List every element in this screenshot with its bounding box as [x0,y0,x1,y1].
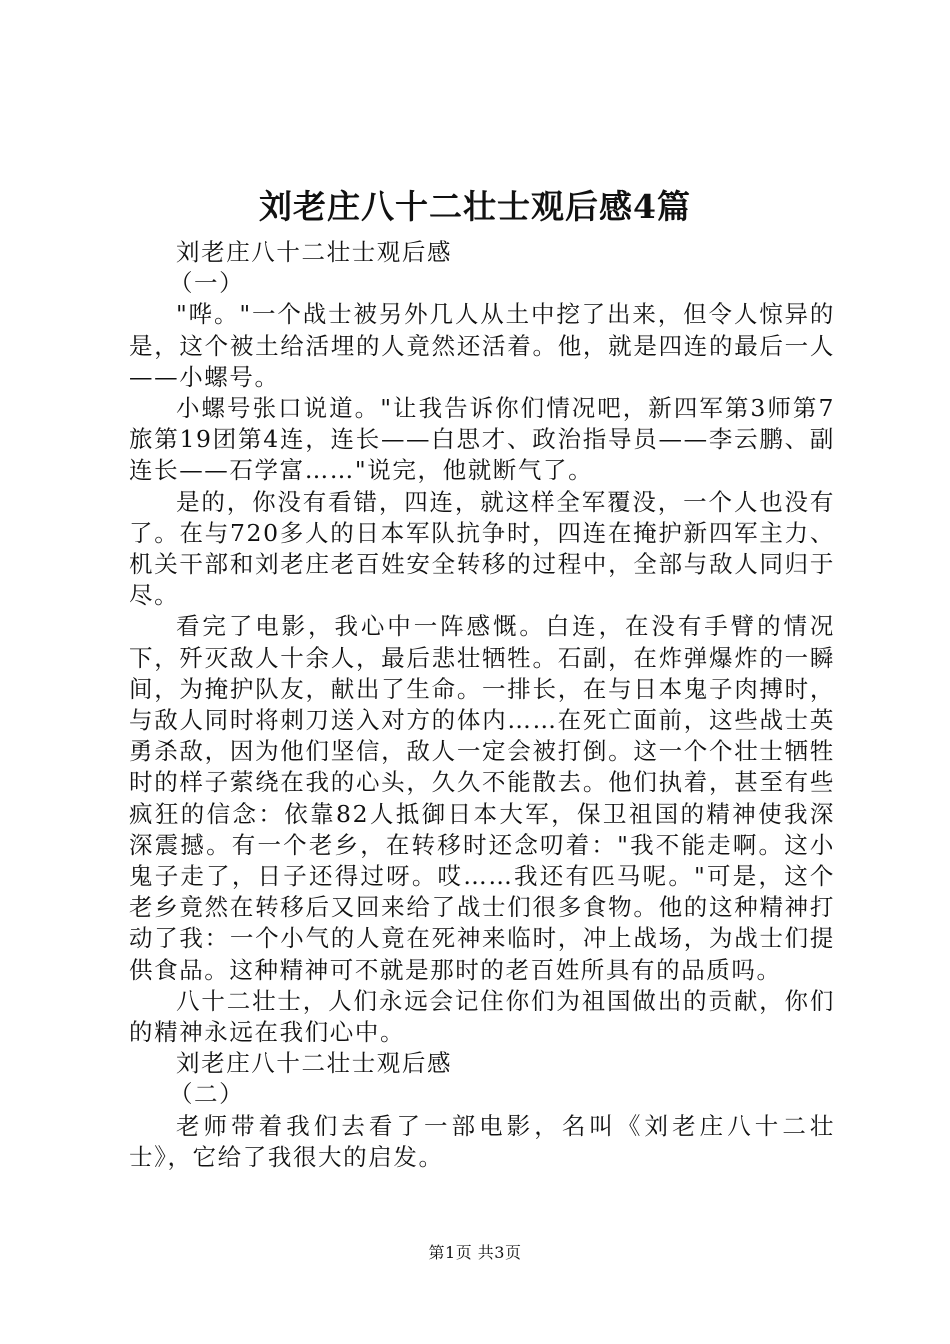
section-number-1: （一） [168,269,245,298]
section-number-2: （二） [168,1080,245,1109]
section-heading-1: 刘老庄八十二壮士观后感 [176,238,453,266]
paragraph: 八十二壮士，人们永远会记住你们为祖国做出的贡献，你们的精神永远在我们心中。 [129,986,835,1047]
document-title: 刘老庄八十二壮士观后感4篇 [259,187,691,226]
paragraph: 老师带着我们去看了一部电影，名叫《刘老庄八十二壮士》，它给了我很大的启发。 [129,1111,835,1171]
page-footer: 第1页 共3页 [428,1243,522,1262]
paragraph: "哗。"一个战士被另外几人从土中挖了出来，但令人惊异的是，这个被土给活埋的人竟然还活着。他，就是四连的最后一人——小螺号。 [129,300,835,391]
document-body [129,237,835,1173]
section-heading-2: 刘老庄八十二壮士观后感 [176,1049,453,1078]
paragraph: 是的，你没有看错，四连，就这样全军覆没，一个人也没有了。在与720多人的日本军队抗争时，四连在掩护新四军主力、机关干部和刘老庄老百姓安全转移的过程中，全部与敌人同归于尽。 [129,487,835,610]
paragraph: 看完了电影，我心中一阵感慨。白连，在没有手臂的情况下，歼灭敌人十余人，最后悲壮牺牲。石副，在炸弹爆炸的一瞬间，为掩护队友，献出了生命。一排长，在与日本鬼子肉搏时，与敌人同时将刺刀送入对方的体内……在死亡面前，这些战士英勇杀敌，因为他们坚信，敌人一定会被打倒。这一个个壮士牺牲时的样子萦绕在我的心头，久久不能散去。他们执着，甚至有些疯狂的信念：依靠82人抵御日本大军，保卫祖国的精神使我深深震撼。有一个老乡，在转移时还念叨着："我不能走啊。这小鬼子走了，日子还得过呀。哎……我还有匹马呢。"可是，这个老乡竟然在转移后又回来给了战士们很多食物。他的这种精神打动了我：一个小气的人竟在死神来临时，冲上战场，为战士们提供食品。这种精神可不就是那时的老百姓所具有的品质吗。 [129,612,835,984]
paragraph: 小螺号张口说道。"让我告诉你们情况吧，新四军第3师第7旅第19团第4连，连长——白思才、政治指导员——李云鹏、副连长——石学富……"说完，他就断气了。 [129,394,835,485]
